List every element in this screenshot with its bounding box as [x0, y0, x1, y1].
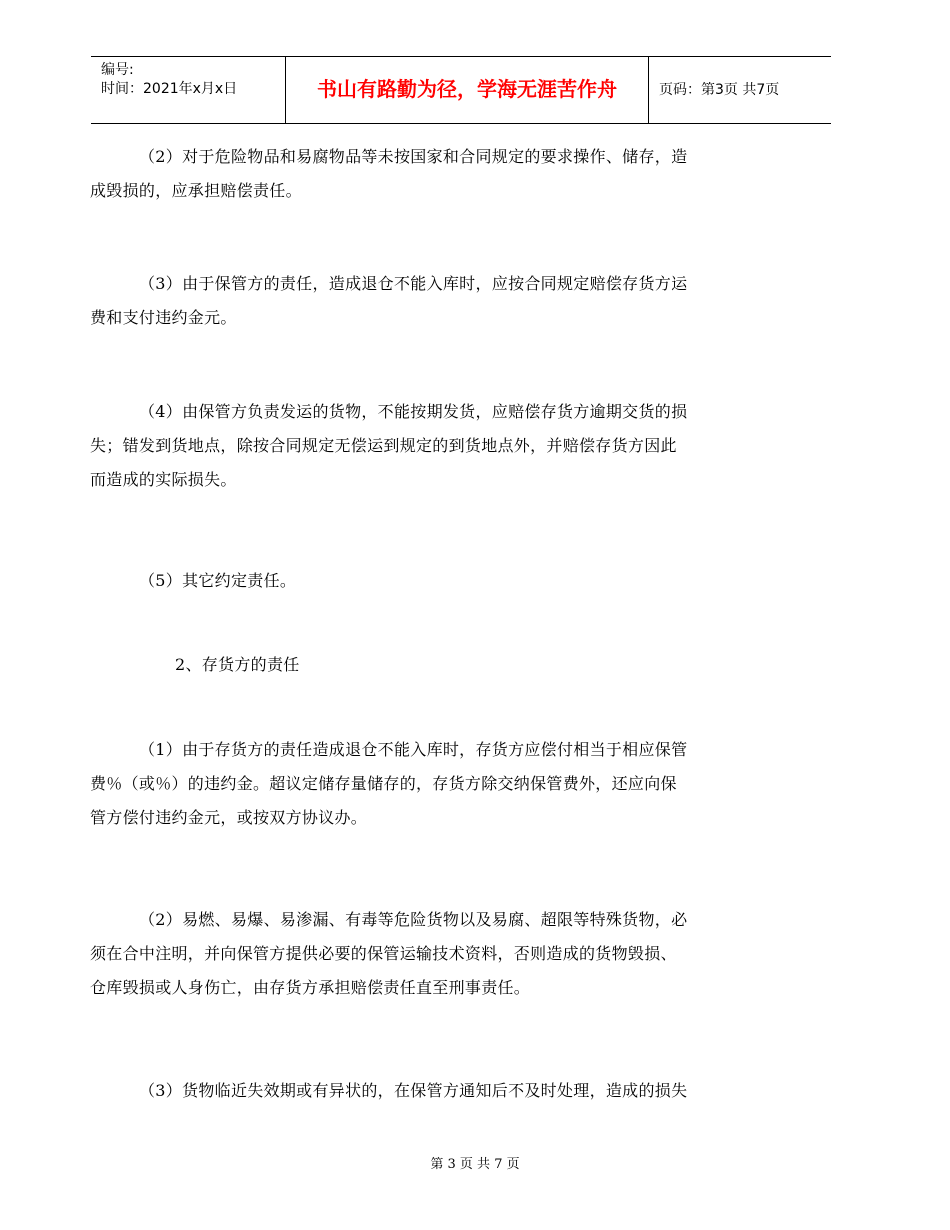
paragraph-line: 2、存货方的责任	[175, 655, 300, 674]
paragraph-line: 费％（或％）的违约金。超议定储存量储存的，存货方除交纳保管费外，还应向保	[90, 774, 677, 793]
paragraph-line: （1）由于存货方的责任造成退仓不能入库时，存货方应偿付相当于相应保管	[139, 740, 688, 759]
paragraph-line: 须在合中注明，并向保管方提供必要的保管运输技术资料，否则造成的货物毁损、	[90, 944, 677, 963]
paragraph-line: 仓库毁损或人身伤亡，由存货方承担赔偿责任直至刑事责任。	[90, 978, 531, 997]
header-info-cell	[91, 57, 286, 123]
paragraph-line: 失；错发到货地点，除按合同规定无偿运到规定的到货地点外，并赔偿存货方因此	[90, 436, 677, 455]
paragraph-2-2	[90, 140, 819, 208]
paragraph-3-1	[90, 733, 819, 835]
paragraph-3-2	[90, 903, 819, 1005]
paragraph-line: （2）对于危险物品和易腐物品等未按国家和合同规定的要求操作、储存，造	[139, 147, 688, 166]
paragraph-line: 成毁损的，应承担赔偿责任。	[90, 181, 302, 200]
paragraph-line: （5）其它约定责任。	[139, 571, 297, 590]
paragraph-2-3	[90, 267, 819, 335]
document-number-label: 编号:	[101, 62, 134, 78]
paragraph-2-5	[139, 564, 819, 598]
paragraph-line: （3）由于保管方的责任，造成退仓不能入库时，应按合同规定赔偿存货方运	[139, 274, 688, 293]
header-motto-cell	[286, 57, 649, 123]
paragraph-3-3	[139, 1074, 819, 1108]
document-time-label: 时间：2021年x月x日	[101, 81, 238, 97]
header-page-code: 页码：第3页 共7页	[659, 82, 780, 98]
paragraph-line: 管方偿付违约金元，或按双方协议办。	[90, 808, 368, 827]
paragraph-line: （2）易燃、易爆、易渗漏、有毒等危险货物以及易腐、超限等特殊货物，必	[139, 910, 688, 929]
page-header	[91, 56, 831, 124]
paragraph-line: （3）货物临近失效期或有异状的，在保管方通知后不及时处理，造成的损失	[139, 1081, 688, 1100]
page-footer: 第 3 页 共 7 页	[430, 1157, 520, 1172]
header-page-cell	[649, 57, 831, 123]
section-heading-depositor-liability	[175, 648, 855, 682]
header-motto: 书山有路勤为径，学海无涯苦作舟	[317, 77, 617, 101]
paragraph-line: 而造成的实际损失。	[90, 470, 237, 489]
paragraph-2-4	[90, 395, 819, 497]
paragraph-line: 费和支付违约金元。	[90, 308, 237, 327]
paragraph-line: （4）由保管方负责发运的货物，不能按期发货，应赔偿存货方逾期交货的损	[139, 402, 688, 421]
